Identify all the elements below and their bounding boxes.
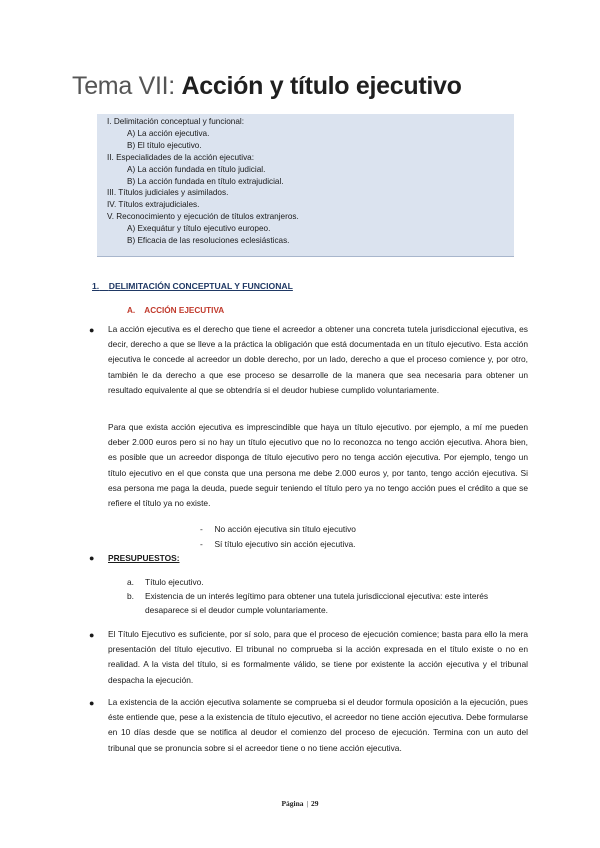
toc-item: A) La acción ejecutiva. <box>127 128 210 138</box>
toc-item: III. Títulos judiciales y asimilados. <box>107 188 229 198</box>
subsection-title: ACCIÓN EJECUTIVA <box>144 306 225 315</box>
bullet-icon: ● <box>89 325 95 335</box>
bullet-icon: ● <box>89 553 95 563</box>
subsection-letter: A. <box>127 306 136 315</box>
dash-item-text: No acción ejecutiva sin título ejecutivo <box>214 524 356 534</box>
list-item: Existencia de un interés legítimo para obtener una tutela jurisdiccional ejecutiva: este interés desaparece si el deudor cumple voluntariamente. <box>145 591 489 615</box>
toc-item: B) El título ejecutivo. <box>127 140 202 150</box>
list-marker: a. <box>127 577 134 587</box>
toc-item: I. Delimitación conceptual y funcional: <box>107 117 244 126</box>
toc-item: II. Especialidades de la acción ejecutiva: <box>107 152 255 162</box>
title-main: Acción y título ejecutivo <box>181 72 462 100</box>
dash-item: - Sí título ejecutivo sin acción ejecutiva. <box>200 539 356 549</box>
footer-separator: | <box>306 799 309 808</box>
paragraph-2: Para que exista acción ejecutiva es imprescindible que haya un título ejecutivo. por ejemplo, a mí me pueden deber 2.000 euros pero si no hay un título ejecutivo que no lo reconozca no tengo acción ejecutiva. Ahora bien, es posible que un acreedor disponga de título ejecutivo pero no tenga acción ejecutiva. Por ejemplo, tengo un título ejecutivo en el que consta que una persona me debe 2.000 euros y, por tanto, tengo acción ejecutiva. Si esa persona me paga la deuda, puede seguir teniendo el título pero ya no tengo acción pues el crédito a que se refiere el título ya no existe. <box>108 422 528 509</box>
toc-item: B) La acción fundada en título extrajudicial. <box>127 176 284 186</box>
page-footer <box>0 799 600 808</box>
page-title <box>72 72 462 101</box>
presupuestos-label: PRESUPUESTOS: <box>108 553 180 563</box>
paragraph-1: La acción ejecutiva es el derecho que tiene el acreedor a obtener una concreta tutela jurisdiccional ejecutiva, es decir, derecho a que se lleve a la práctica la obligación que está documentada en un título ejecutivo. Esta acción ejecutiva le concede al acreedor un doble derecho, por un lado, derecho a que el proceso comience y, por otro, también le da derecho a que ese proceso se desarrolle de la manera que sea necesaria para obtener un resultado equivalente al que se obtendría si el deudor hubiese cumplido voluntariamente. <box>108 324 528 395</box>
title-prefix: Tema VII: <box>72 72 182 100</box>
bullet-icon: ● <box>89 630 95 640</box>
list-item: Título ejecutivo. <box>145 577 204 587</box>
paragraph-3: El Título Ejecutivo es suficiente, por sí solo, para que el proceso de ejecución comience; basta para ello la mera presentación del título ejecutivo. El tribunal no comprueba si la acción expresada en el título existe o no en realidad. A la vista del título, si es formalmente válido, se tiene por existente la acción ejecutiva y el tribunal despacha la ejecución. <box>108 629 528 685</box>
list-marker: b. <box>127 591 134 601</box>
toc-item: IV. Títulos extrajudiciales. <box>107 200 200 210</box>
section-heading <box>92 281 293 291</box>
toc-item: A) La acción fundada en título judicial. <box>127 164 266 174</box>
footer-label: Página <box>281 799 304 808</box>
dash-item: - No acción ejecutiva sin título ejecutivo <box>200 524 356 534</box>
page-number: 29 <box>311 799 319 808</box>
table-of-contents <box>97 114 514 257</box>
section-title: DELIMITACIÓN CONCEPTUAL Y FUNCIONAL <box>108 281 293 291</box>
toc-item: B) Eficacia de las resoluciones eclesiásticas. <box>127 236 290 246</box>
toc-item: V. Reconocimiento y ejecución de títulos extranjeros. <box>107 212 299 222</box>
section-number: 1. <box>92 281 100 291</box>
bullet-icon: ● <box>89 698 95 708</box>
subsection-heading <box>127 306 224 315</box>
paragraph-4: La existencia de la acción ejecutiva solamente se comprueba si el deudor formula oposición a la ejecución, pues éste entiende que, pese a la existencia de título ejecutivo, el acreedor no tiene acción ejecutiva. Debe formularse en 10 días desde que se notifica al deudor el comienzo del proceso de ejecución. Termina con un auto del tribunal que se pronuncia sobre si el acreedor tiene o no tiene acción ejecutiva. <box>108 697 528 753</box>
toc-item: A) Exequátur y título ejecutivo europeo. <box>127 224 271 234</box>
dash-item-text: Sí título ejecutivo sin acción ejecutiva. <box>214 539 356 549</box>
